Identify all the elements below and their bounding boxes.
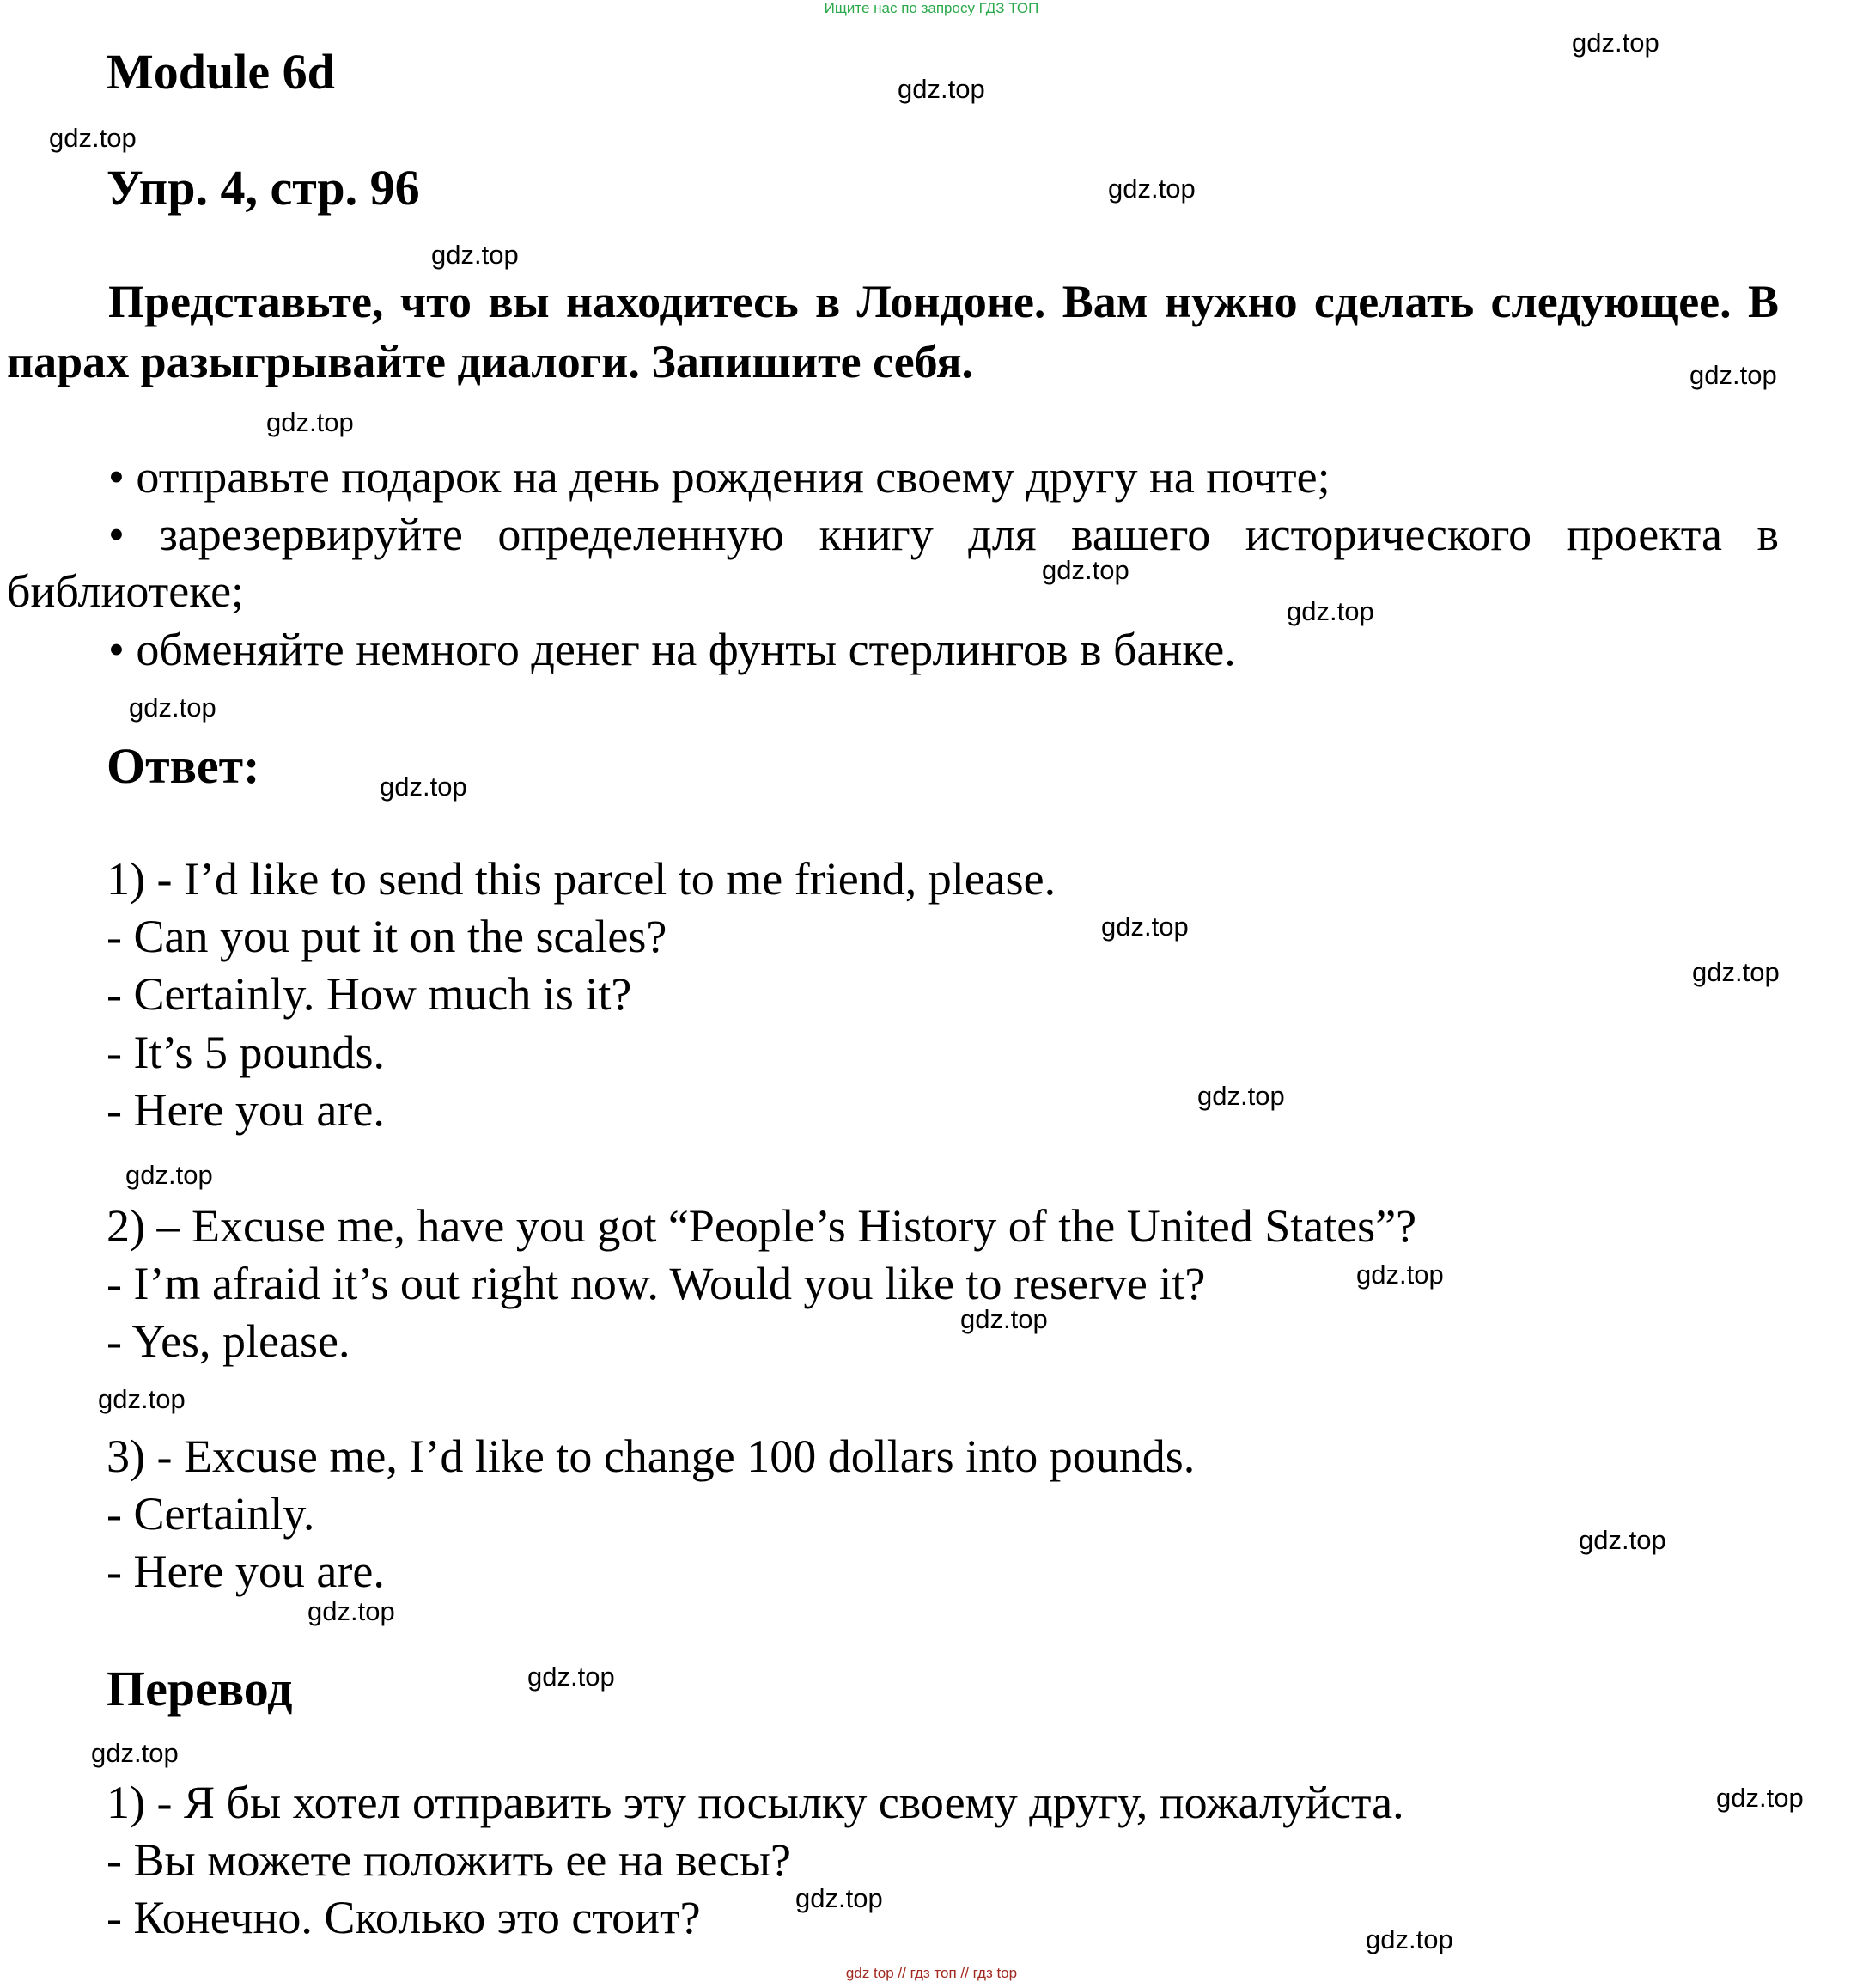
watermark: gdz.top [129, 692, 216, 723]
module-title: Module 6d [107, 44, 335, 100]
translation-line-1: 1) - Я бы хотел отправить эту посылку своему другу, пожалуйста. [107, 1777, 1404, 1828]
watermark: gdz.top [1692, 957, 1780, 987]
bullet-item-library: • зарезервируйте определенную книгу для вашего исторического проекта в библиотеке; [7, 509, 1779, 617]
dialogue-3-line-1: 3) - Excuse me, I’d like to change 100 dollars into pounds. [107, 1430, 1196, 1482]
watermark: gdz.top [125, 1160, 213, 1190]
watermark: gdz.top [527, 1662, 615, 1692]
dialogue-3-line-3: - Here you are. [107, 1546, 385, 1597]
watermark: gdz.top [1197, 1081, 1285, 1111]
watermark: gdz.top [431, 240, 519, 270]
top-banner: Ищите нас по запросу ГДЗ ТОП [824, 0, 1039, 16]
watermark: gdz.top [1716, 1783, 1804, 1813]
watermark: gdz.top [1689, 360, 1777, 390]
watermark: gdz.top [1572, 27, 1659, 58]
watermark: gdz.top [266, 407, 354, 437]
exercise-reference: Упр. 4, стр. 96 [107, 160, 420, 216]
watermark: gdz.top [1108, 174, 1196, 204]
dialogue-1-line-1: 1) - I’d like to send this parcel to me friend, please. [107, 853, 1056, 905]
watermark: gdz.top [307, 1596, 395, 1626]
dialogue-1-line-3: - Certainly. How much is it? [107, 968, 632, 1020]
watermark: gdz.top [1356, 1259, 1444, 1290]
dialogue-1-line-5: - Here you are. [107, 1084, 385, 1136]
translation-line-2: - Вы можете положить ее на весы? [107, 1834, 791, 1886]
watermark: gdz.top [1579, 1525, 1666, 1555]
translation-line-3: - Конечно. Сколько это стоит? [107, 1892, 701, 1943]
dialogue-1-line-4: - It’s 5 pounds. [107, 1027, 385, 1078]
watermark: gdz.top [1042, 555, 1129, 585]
bullet-item-bank: • обменяйте немного денег на фунты стерлингов в банке. [108, 624, 1236, 675]
dialogue-2-line-2: - I’m afraid it’s out right now. Would you like to reserve it? [107, 1258, 1206, 1309]
translation-heading: Перевод [107, 1661, 293, 1717]
watermark: gdz.top [98, 1384, 186, 1414]
dialogue-2-line-1: 2) – Excuse me, have you got “People’s History of the United States”? [107, 1200, 1417, 1252]
watermark: gdz.top [1287, 596, 1374, 626]
dialogue-3-line-2: - Certainly. [107, 1488, 315, 1540]
task-instructions: Представьте, что вы находитесь в Лондоне. Вам нужно сделать следующее. В парах разыгрывайте диалоги. Запишите себя. [7, 276, 1779, 387]
watermark: gdz.top [1101, 912, 1189, 942]
watermark: gdz.top [898, 74, 985, 104]
watermark: gdz.top [960, 1304, 1048, 1334]
watermark: gdz.top [795, 1883, 883, 1913]
watermark: gdz.top [49, 123, 137, 153]
answer-heading: Ответ: [107, 738, 260, 794]
watermark: gdz.top [1366, 1924, 1453, 1954]
dialogue-2-line-3: - Yes, please. [107, 1315, 350, 1367]
bullet-item-post: • отправьте подарок на день рождения своему другу на почте; [108, 451, 1330, 503]
dialogue-1-line-2: - Can you put it on the scales? [107, 911, 667, 962]
watermark: gdz.top [91, 1738, 179, 1768]
watermark: gdz.top [380, 771, 467, 802]
bottom-banner: gdz top // гдз топ // гдз top [845, 1965, 1018, 1981]
